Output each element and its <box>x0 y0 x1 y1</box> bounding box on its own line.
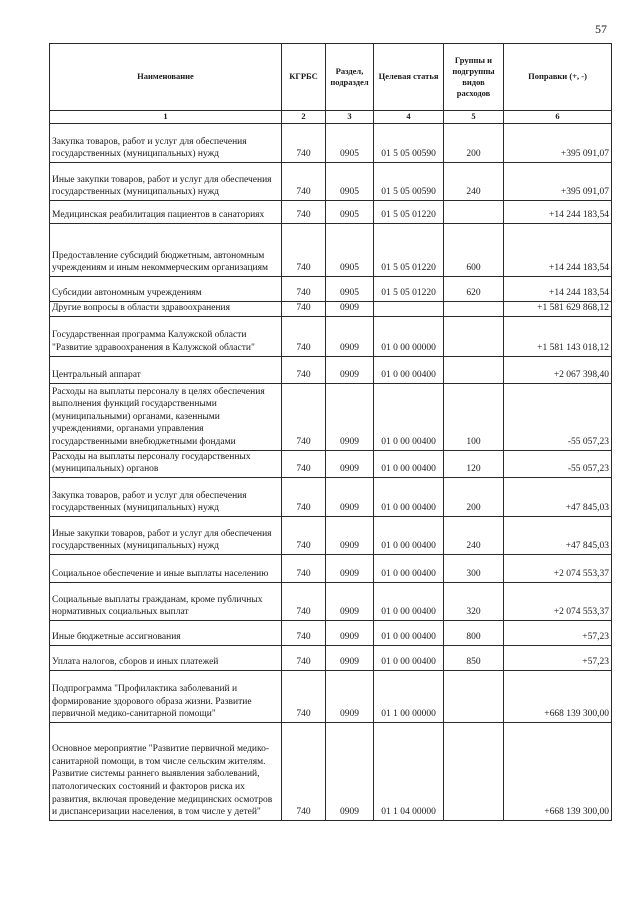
cell-kgrbs: 740 <box>282 124 326 163</box>
cell-name: Основное мероприятие "Развитие первичной медико-санитарной помощи, в том числе сельским жителям. Развитие системы раннего выявления заболеваний, патологических состояний и факторов риска их развития, включая проведение медицинских осмотров и диспансеризации населения, в том числе у детей" <box>50 722 282 820</box>
cell-kgrbs: 740 <box>282 201 326 224</box>
cell-amount: +2 074 553,37 <box>504 582 612 620</box>
cell-kgrbs: 740 <box>282 554 326 582</box>
cell-group: 200 <box>444 124 504 163</box>
cell-group: 240 <box>444 516 504 554</box>
cell-article: 01 0 00 00400 <box>374 450 444 477</box>
table-row <box>50 722 612 820</box>
table-row <box>50 645 612 670</box>
cell-name: Иные бюджетные ассигнования <box>50 620 282 645</box>
cell-amount: +668 139 300,00 <box>504 670 612 722</box>
cell-name: Медицинская реабилитация пациентов в санаториях <box>50 201 282 224</box>
cell-article: 01 0 00 00400 <box>374 582 444 620</box>
cell-group: 850 <box>444 645 504 670</box>
cell-amount: -55 057,23 <box>504 450 612 477</box>
cell-kgrbs: 740 <box>282 224 326 277</box>
cell-amount: +395 091,07 <box>504 124 612 163</box>
cell-article: 01 0 00 00400 <box>374 516 444 554</box>
table-row <box>50 516 612 554</box>
cell-name: Закупка товаров, работ и услуг для обеспечения государственных (муниципальных) нужд <box>50 477 282 516</box>
cell-group <box>444 356 504 383</box>
cell-article: 01 0 00 00000 <box>374 316 444 356</box>
cell-group: 240 <box>444 163 504 201</box>
cell-article: 01 0 00 00400 <box>374 477 444 516</box>
cell-kgrbs: 740 <box>282 163 326 201</box>
cell-section: 0905 <box>326 163 374 201</box>
cell-kgrbs: 740 <box>282 722 326 820</box>
table-row <box>50 277 612 302</box>
cell-amount: -55 057,23 <box>504 383 612 450</box>
cell-kgrbs: 740 <box>282 645 326 670</box>
column-number: 3 <box>326 111 374 124</box>
cell-group: 100 <box>444 383 504 450</box>
cell-name: Уплата налогов, сборов и иных платежей <box>50 645 282 670</box>
page-number: 57 <box>595 22 607 36</box>
table-row <box>50 450 612 477</box>
cell-amount: +57,23 <box>504 620 612 645</box>
cell-article: 01 5 05 01220 <box>374 224 444 277</box>
cell-section: 0909 <box>326 670 374 722</box>
cell-section: 0909 <box>326 645 374 670</box>
cell-kgrbs: 740 <box>282 356 326 383</box>
cell-section: 0909 <box>326 302 374 317</box>
cell-section: 0909 <box>326 582 374 620</box>
cell-section: 0909 <box>326 620 374 645</box>
cell-section: 0905 <box>326 224 374 277</box>
cell-article: 01 1 04 00000 <box>374 722 444 820</box>
cell-group: 320 <box>444 582 504 620</box>
table-row <box>50 302 612 317</box>
cell-section: 0905 <box>326 124 374 163</box>
header-kgrbs: КГРБС <box>282 44 326 111</box>
cell-amount: +47 845,03 <box>504 516 612 554</box>
cell-section: 0909 <box>326 383 374 450</box>
cell-amount: +14 244 183,54 <box>504 201 612 224</box>
cell-amount: +1 581 143 018,12 <box>504 316 612 356</box>
column-number: 4 <box>374 111 444 124</box>
column-number: 6 <box>504 111 612 124</box>
cell-group: 620 <box>444 277 504 302</box>
table-row <box>50 224 612 277</box>
cell-kgrbs: 740 <box>282 316 326 356</box>
cell-name: Подпрограмма "Профилактика заболеваний и формирование здорового образа жизни. Развитие первичной медико-санитарной помощи" <box>50 670 282 722</box>
cell-name: Предоставление субсидий бюджетным, автономным учреждениям и иным некоммерческим организациям <box>50 224 282 277</box>
cell-kgrbs: 740 <box>282 302 326 317</box>
cell-article: 01 0 00 00400 <box>374 383 444 450</box>
cell-section: 0905 <box>326 201 374 224</box>
header-name: Наименование <box>50 44 282 111</box>
cell-group <box>444 670 504 722</box>
header-amount: Поправки (+, -) <box>504 44 612 111</box>
cell-group: 120 <box>444 450 504 477</box>
cell-article: 01 0 00 00400 <box>374 620 444 645</box>
table-row <box>50 620 612 645</box>
cell-section: 0909 <box>326 722 374 820</box>
cell-article <box>374 302 444 317</box>
cell-kgrbs: 740 <box>282 450 326 477</box>
cell-section: 0909 <box>326 356 374 383</box>
cell-amount: +14 244 183,54 <box>504 224 612 277</box>
cell-name: Государственная программа Калужской области "Развитие здравоохранения в Калужской области" <box>50 316 282 356</box>
cell-article: 01 5 05 00590 <box>374 163 444 201</box>
column-number-row <box>50 111 612 124</box>
cell-name: Иные закупки товаров, работ и услуг для обеспечения государственных (муниципальных) нужд <box>50 163 282 201</box>
cell-amount: +2 074 553,37 <box>504 554 612 582</box>
cell-kgrbs: 740 <box>282 582 326 620</box>
cell-name: Субсидии автономным учреждениям <box>50 277 282 302</box>
cell-kgrbs: 740 <box>282 277 326 302</box>
cell-name: Другие вопросы в области здравоохранения <box>50 302 282 317</box>
budget-amendments-table <box>49 43 612 821</box>
cell-name: Иные закупки товаров, работ и услуг для обеспечения государственных (муниципальных) нужд <box>50 516 282 554</box>
cell-section: 0909 <box>326 516 374 554</box>
cell-name: Расходы на выплаты персоналу государственных (муниципальных) органов <box>50 450 282 477</box>
cell-name: Закупка товаров, работ и услуг для обеспечения государственных (муниципальных) нужд <box>50 124 282 163</box>
cell-section: 0909 <box>326 477 374 516</box>
header-article: Целевая статья <box>374 44 444 111</box>
table-row <box>50 670 612 722</box>
cell-amount: +47 845,03 <box>504 477 612 516</box>
cell-group: 200 <box>444 477 504 516</box>
cell-section: 0909 <box>326 554 374 582</box>
cell-kgrbs: 740 <box>282 670 326 722</box>
table-row <box>50 383 612 450</box>
cell-kgrbs: 740 <box>282 620 326 645</box>
cell-article: 01 0 00 00400 <box>374 356 444 383</box>
cell-group <box>444 201 504 224</box>
cell-kgrbs: 740 <box>282 383 326 450</box>
cell-group <box>444 722 504 820</box>
column-number: 2 <box>282 111 326 124</box>
cell-group <box>444 302 504 317</box>
cell-kgrbs: 740 <box>282 516 326 554</box>
table-row <box>50 582 612 620</box>
cell-amount: +57,23 <box>504 645 612 670</box>
table-row <box>50 163 612 201</box>
cell-article: 01 5 05 00590 <box>374 124 444 163</box>
table-row <box>50 201 612 224</box>
cell-amount: +2 067 398,40 <box>504 356 612 383</box>
cell-name: Расходы на выплаты персоналу в целях обеспечения выполнения функций государственными (муниципальными) органами, казенными учреждениями, органами управления государственными внебюджетными фондами <box>50 383 282 450</box>
cell-section: 0909 <box>326 450 374 477</box>
cell-kgrbs: 740 <box>282 477 326 516</box>
header-group: Группы и подгруппы видов расходов <box>444 44 504 111</box>
cell-section: 0905 <box>326 277 374 302</box>
cell-name: Социальные выплаты гражданам, кроме публичных нормативных социальных выплат <box>50 582 282 620</box>
cell-article: 01 5 05 01220 <box>374 201 444 224</box>
cell-group <box>444 316 504 356</box>
cell-group: 300 <box>444 554 504 582</box>
cell-article: 01 1 00 00000 <box>374 670 444 722</box>
table-row <box>50 554 612 582</box>
table-row <box>50 124 612 163</box>
cell-name: Центральный аппарат <box>50 356 282 383</box>
cell-group: 600 <box>444 224 504 277</box>
column-number: 1 <box>50 111 282 124</box>
cell-article: 01 0 00 00400 <box>374 645 444 670</box>
table-row <box>50 316 612 356</box>
table-row <box>50 356 612 383</box>
header-section: Раздел, подраздел <box>326 44 374 111</box>
column-number: 5 <box>444 111 504 124</box>
cell-article: 01 0 00 00400 <box>374 554 444 582</box>
cell-article: 01 5 05 01220 <box>374 277 444 302</box>
cell-amount: +1 581 629 868,12 <box>504 302 612 317</box>
cell-name: Социальное обеспечение и иные выплаты населению <box>50 554 282 582</box>
cell-group: 800 <box>444 620 504 645</box>
cell-section: 0909 <box>326 316 374 356</box>
table-row <box>50 477 612 516</box>
cell-amount: +668 139 300,00 <box>504 722 612 820</box>
cell-amount: +14 244 183,54 <box>504 277 612 302</box>
cell-amount: +395 091,07 <box>504 163 612 201</box>
